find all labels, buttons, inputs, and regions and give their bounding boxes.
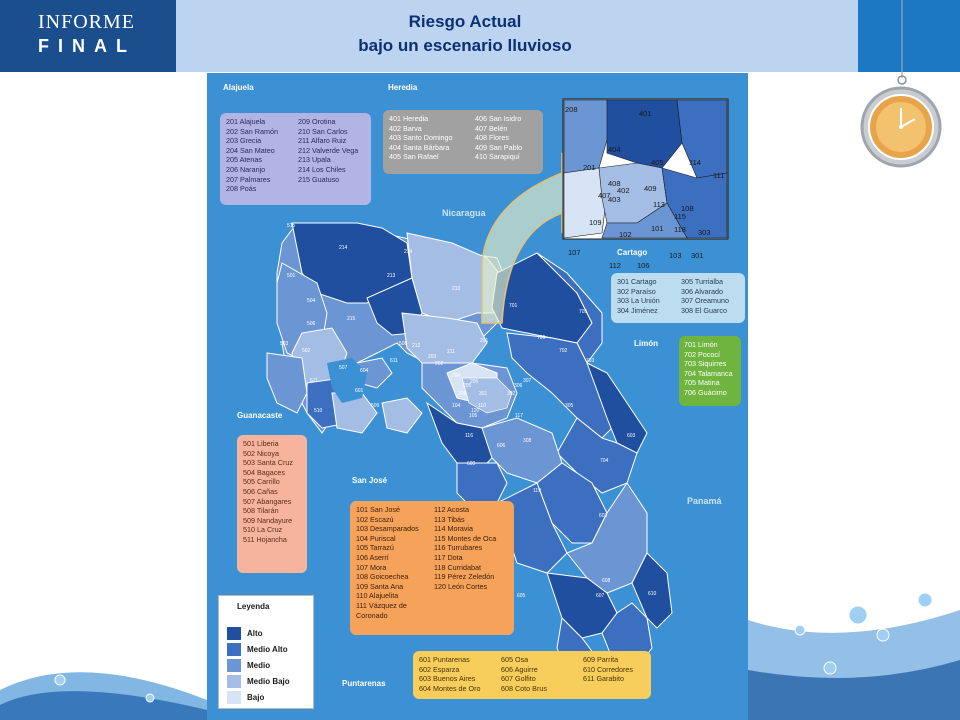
- district-entry: 301 Cartago: [617, 277, 657, 286]
- title-line-2: bajo un escenario lluvioso: [358, 36, 572, 55]
- inset-district-code: 118: [674, 225, 686, 234]
- map-district-code: 119: [533, 488, 541, 494]
- map-district-code: 706: [537, 335, 546, 341]
- map-district-code: 212: [412, 343, 421, 349]
- inset-district-code: 114: [689, 158, 701, 167]
- inset-district-code: 405: [651, 158, 664, 167]
- legend-label: Medio: [247, 661, 271, 670]
- title-line-1: Riesgo Actual: [408, 12, 522, 31]
- map-district-code: 504: [307, 298, 316, 304]
- water-decoration: [0, 580, 960, 720]
- district-entry: 608 Coto Brus: [501, 683, 547, 693]
- district-entry: 102 Escazú: [356, 514, 394, 524]
- map-district-code: 302: [507, 391, 516, 397]
- district-entry: 120 León Cortes: [434, 581, 488, 591]
- province-title-limon: Limón: [634, 339, 658, 348]
- district-entry: 506 Cañas: [243, 486, 278, 496]
- map-district-code: 120: [471, 408, 480, 414]
- district-entry: 403 Santo Domingo: [389, 133, 453, 143]
- district-entry: 302 Paraíso: [617, 286, 656, 296]
- map-district-code: 609: [467, 461, 476, 467]
- map-district-code: 510: [314, 408, 323, 414]
- map-district-code: 703: [586, 358, 595, 364]
- district-entry: 511 Hojancha: [243, 534, 287, 544]
- map-district-code: 308: [523, 438, 532, 444]
- map-district-code: 209: [458, 391, 467, 397]
- inset-district-code: 303: [698, 228, 711, 237]
- district-entry: 117 Dota: [434, 552, 463, 562]
- alajuela-col-2: [298, 117, 358, 184]
- district-entry: 703 Siquirres: [684, 359, 727, 369]
- district-entry: 118 Curridabat: [434, 562, 482, 572]
- inset-district-code: 108: [681, 204, 694, 213]
- district-entry: 401 Heredia: [389, 114, 429, 123]
- district-entry: 402 Barva: [389, 123, 422, 133]
- district-entry: 607 Golfito: [501, 674, 536, 684]
- map-district-code: 610: [648, 591, 657, 597]
- inset-district-code: 402: [617, 186, 630, 195]
- map-district-code: 607: [596, 593, 605, 599]
- district-entry: 603 Buenos Aires: [419, 674, 476, 684]
- district-entry: 706 Guácimo: [684, 387, 727, 397]
- district-entry: 702 Pococí: [684, 349, 720, 359]
- map-district-code: 214: [339, 245, 348, 251]
- map-district-code: 705: [579, 309, 588, 315]
- legend-box-alajuela: [220, 113, 371, 205]
- district-entry: 108 Goicoechea: [356, 572, 409, 582]
- map-district-code: 117: [515, 413, 523, 419]
- heredia-col-1: [389, 114, 453, 162]
- inset-district-code: 401: [639, 109, 652, 118]
- alajuela-col-1: [226, 117, 278, 194]
- country-label-nicaragua: Nicaragua: [442, 208, 486, 218]
- map-district-code: 306: [514, 383, 523, 389]
- inset-district-code: 208: [565, 105, 578, 114]
- inset-district-code: 106: [637, 261, 650, 270]
- legend-label: Bajo: [247, 693, 265, 702]
- district-entry: 405 San Rafael: [389, 152, 439, 162]
- province-title-sanjose: San José: [352, 476, 388, 485]
- map-district-code: 214: [404, 249, 413, 255]
- map-district-code: 305: [565, 403, 574, 409]
- district-entry: 202 San Ramón: [226, 126, 278, 136]
- district-entry: 105 Tarrazú: [356, 543, 394, 553]
- district-entry: 408 Flores: [475, 133, 509, 143]
- province-title-alajuela: Alajuela: [223, 83, 254, 92]
- inset-district-code: 109: [589, 218, 602, 227]
- district-entry: 410 Sarapiquí: [475, 152, 520, 162]
- map-district-code: 506: [307, 321, 316, 327]
- map-district-code: 203: [428, 354, 437, 360]
- district-entry: 609 Parrita: [583, 655, 619, 664]
- legend-box-cartago: [611, 273, 745, 323]
- district-entry: 212 Valverde Vega: [298, 145, 359, 155]
- province-title-puntarenas: Puntarenas: [342, 679, 386, 688]
- legend-title: Leyenda: [237, 602, 270, 611]
- province-title-cartago: Cartago: [617, 248, 648, 257]
- map-district-code: 604: [360, 368, 369, 374]
- district-entry: 109 Santa Ana: [356, 581, 404, 591]
- district-entry: 211 Alfaro Ruiz: [298, 136, 347, 146]
- district-entry: Coronado: [356, 610, 388, 620]
- map-district-code: 211: [447, 349, 455, 355]
- legend-label: Medio Bajo: [247, 677, 290, 686]
- district-entry: 203 Grecia: [226, 136, 262, 146]
- inset-district-code: 409: [644, 184, 657, 193]
- district-entry: 104 Puriscal: [356, 533, 396, 543]
- logo-line-1: INFORME: [38, 11, 136, 33]
- district-entry: 116 Turrubares: [434, 543, 483, 553]
- guanacaste-col-1: [243, 439, 293, 545]
- district-entry: 111 Vázquez de: [356, 600, 407, 610]
- inset-district-code: 201: [583, 163, 596, 172]
- map-district-code: 205: [463, 383, 472, 389]
- district-entry: 406 San Isidro: [475, 114, 522, 123]
- inset-district-code: 407: [598, 191, 611, 200]
- map-district-code: 503: [280, 341, 289, 347]
- district-entry: 303 La Unión: [617, 296, 660, 306]
- inset-district-code: 301: [691, 251, 704, 260]
- district-entry: 602 Esparza: [419, 664, 460, 674]
- inset-district-code: 102: [619, 230, 632, 239]
- district-entry: 201 Alajuela: [226, 117, 266, 126]
- map-district-code: 301: [479, 391, 488, 397]
- map-district-code: 201: [480, 338, 489, 344]
- inset-district-code: 107: [568, 248, 581, 257]
- report-logo: [0, 0, 176, 72]
- district-entry: 106 Aserrí: [356, 552, 389, 562]
- map-district-code: 611: [390, 358, 398, 364]
- district-entry: 606 Aguirre: [501, 664, 538, 674]
- district-entry: 215 Guatuso: [298, 174, 340, 184]
- map-district-code: 105: [469, 413, 478, 419]
- limon-col-1: [684, 340, 733, 398]
- map-district-code: 307: [523, 378, 532, 384]
- map-district-code: 104: [452, 403, 461, 409]
- district-entry: 605 Osa: [501, 655, 529, 664]
- district-entry: 601 Puntarenas: [419, 655, 470, 664]
- district-entry: 210 San Carlos: [298, 126, 348, 136]
- district-entry: 208 Poás: [226, 184, 257, 194]
- district-entry: 119 Pérez Zeledón: [434, 572, 495, 582]
- map-district-code: 704: [600, 458, 609, 464]
- inset-district-code: 404: [608, 145, 621, 154]
- map-district-code: 702: [559, 348, 568, 354]
- map-district-code: 110: [478, 403, 486, 409]
- district-entry: 113 Tibás: [434, 514, 465, 524]
- district-entry: 701 Limón: [684, 340, 718, 349]
- district-entry: 505 Carrillo: [243, 477, 280, 487]
- map-district-code: 508: [399, 341, 408, 347]
- map-district-code: 606: [497, 443, 506, 449]
- district-entry: 213 Upala: [298, 155, 331, 165]
- district-entry: 101 San José: [356, 505, 400, 514]
- district-entry: 114 Moravia: [434, 524, 474, 534]
- slide-title: [260, 10, 670, 58]
- province-title-guanacaste: Guanacaste: [237, 411, 283, 420]
- district-entry: 409 San Pablo: [475, 142, 523, 152]
- map-district-code: 601: [355, 388, 364, 394]
- district-entry: 206 Naranjo: [226, 164, 266, 174]
- map-district-code: 501: [287, 273, 296, 279]
- cartago-col-2: [681, 277, 729, 315]
- inset-district-code: 115: [674, 212, 686, 221]
- map-district-code: 608: [602, 578, 611, 584]
- district-entry: 209 Orotina: [298, 117, 336, 126]
- heredia-col-2: [475, 114, 522, 162]
- map-district-code: 603: [627, 433, 636, 439]
- district-entry: 502 Nicoya: [243, 448, 279, 458]
- legend-box-heredia: [383, 110, 543, 174]
- inset-district-code: 113: [653, 200, 665, 209]
- district-entry: 305 Turrialba: [681, 277, 723, 286]
- district-entry: 207 Palmares: [226, 174, 271, 184]
- map-district-code: 215: [347, 316, 356, 322]
- legend-label: Medio Alto: [247, 645, 288, 654]
- inset-district-code: 112: [609, 261, 621, 270]
- inset-district-code: 103: [669, 251, 682, 260]
- district-entry: 604 Montes de Oro: [419, 683, 481, 693]
- inset-district-code: 101: [651, 224, 664, 233]
- map-district-code: 213: [387, 273, 396, 279]
- map-district-code: 511: [310, 378, 318, 384]
- district-entry: 611 Garabito: [583, 674, 625, 684]
- district-entry: 501 Liberia: [243, 439, 279, 448]
- country-label-panama: Panamá: [687, 496, 722, 506]
- map-district-code: 206: [470, 379, 479, 385]
- district-entry: 504 Bagaces: [243, 467, 285, 477]
- district-entry: 112 Acosta: [434, 505, 470, 514]
- district-entry: 205 Atenas: [226, 155, 262, 165]
- map-district-code: 116: [465, 433, 473, 439]
- district-entry: 704 Talamanca: [684, 368, 733, 378]
- map-district-code: 701: [509, 303, 518, 309]
- map-district-code: 210: [452, 286, 461, 292]
- map-district-code: 502: [302, 348, 311, 354]
- legend-box-guanacaste: [237, 435, 307, 573]
- logo-line-2: FINAL: [38, 36, 136, 56]
- inset-district-code: 403: [608, 195, 621, 204]
- map-district-code: 515: [287, 223, 296, 229]
- district-entry: 103 Desamparados: [356, 524, 419, 534]
- legend-label: Alto: [247, 629, 263, 638]
- district-entry: 110 Alajuelita: [356, 591, 399, 601]
- province-title-heredia: Heredia: [388, 83, 418, 92]
- district-entry: 610 Corredores: [583, 664, 633, 674]
- map-district-code: 507: [339, 365, 348, 371]
- district-entry: 507 Abangares: [243, 496, 292, 506]
- district-entry: 705 Matina: [684, 378, 720, 388]
- district-entry: 214 Los Chiles: [298, 164, 346, 174]
- district-entry: 508 Tilarán: [243, 506, 279, 516]
- map-district-code: 204: [452, 373, 461, 379]
- map-district-code: 603: [599, 513, 608, 519]
- legend-box-limon: [679, 336, 741, 406]
- district-entry: 306 Alvarado: [681, 286, 723, 296]
- map-district-code: 202: [435, 361, 444, 367]
- district-entry: 509 Nandayure: [243, 515, 293, 525]
- district-entry: 204 San Mateo: [226, 145, 275, 155]
- district-entry: 503 Santa Cruz: [243, 458, 293, 468]
- district-entry: 107 Mora: [356, 562, 387, 572]
- map-district-code: 605: [517, 593, 526, 599]
- district-entry: 407 Belén: [475, 123, 508, 133]
- district-entry: 308 El Guarco: [681, 305, 727, 315]
- district-entry: 510 La Cruz: [243, 525, 283, 535]
- map-district-code: 509: [371, 403, 380, 409]
- district-entry: 307 Oreamuno: [681, 296, 729, 306]
- district-entry: 404 Santa Bárbara: [389, 142, 450, 152]
- district-entry: 304 Jiménez: [617, 305, 658, 315]
- inset-district-code: 111: [713, 171, 725, 180]
- sanjose-col-2: [434, 505, 496, 591]
- district-entry: 115 Montes de Oca: [434, 533, 497, 543]
- clock-icon: [858, 0, 958, 175]
- inset-district-code: 408: [608, 179, 621, 188]
- cartago-col-1: [617, 277, 660, 315]
